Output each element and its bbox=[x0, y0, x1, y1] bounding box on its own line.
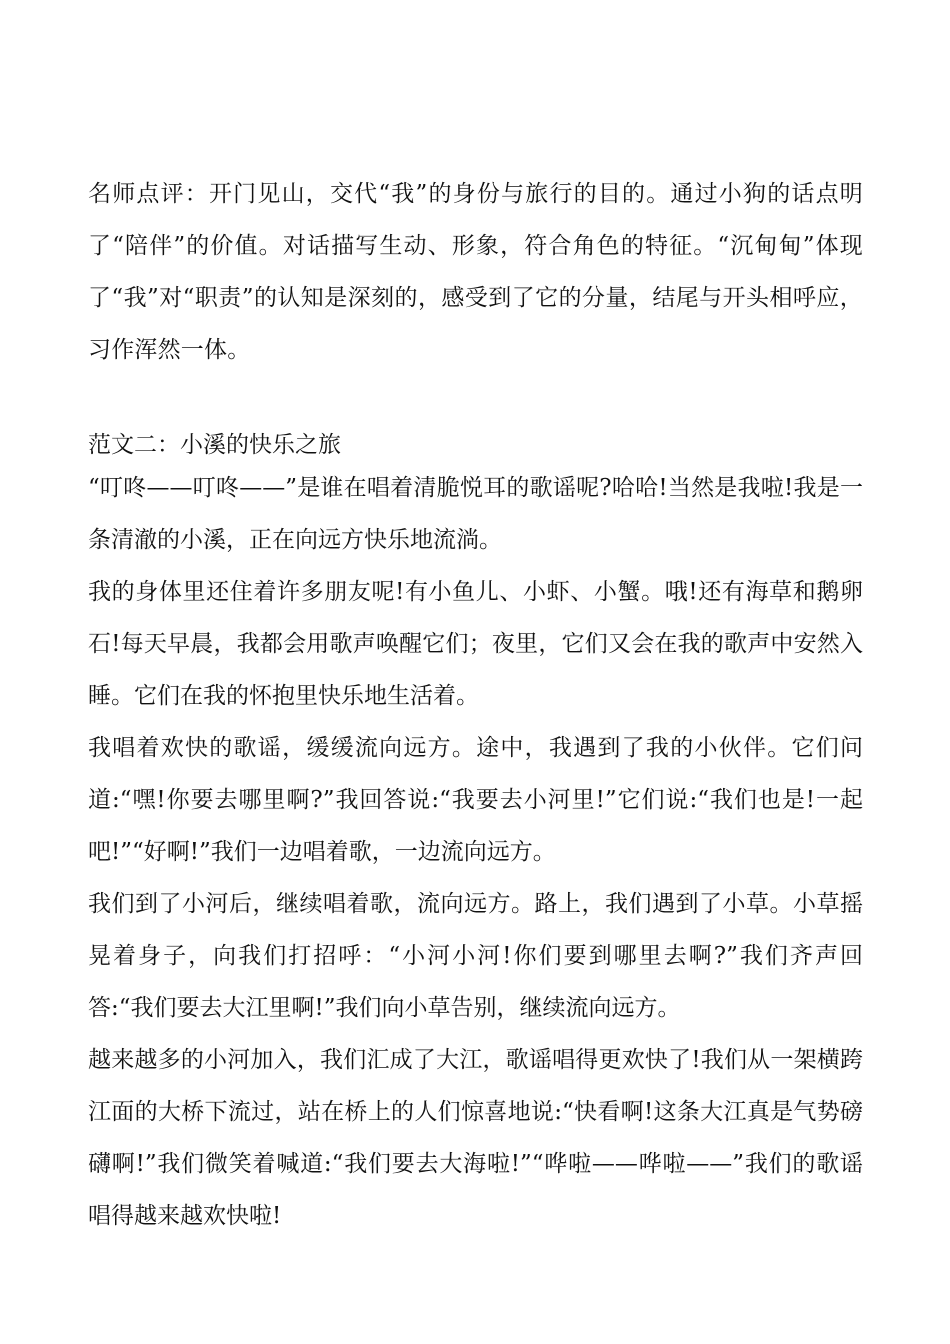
essay-paragraph-5: 越来越多的小河加入，我们汇成了大江，歌谣唱得更欢快了!我们从一架横跨江面的大桥下流过，站在桥上的人们惊喜地说:“快看啊!这条大江真是气势磅礴啊!”我们微笑着喊道:“我们要去大海啦!”“哗啦——哗啦——”我们的歌谣唱得越来越欢快啦! bbox=[88, 1047, 863, 1229]
document-page bbox=[88, 168, 863, 1242]
essay-paragraph-1: “叮咚——叮咚——”是谁在唱着清脆悦耳的歌谣呢?哈哈!当然是我啦!我是一条清澈的小溪，正在向远方快乐地流淌。 bbox=[88, 475, 863, 553]
section-gap bbox=[88, 376, 863, 398]
teacher-commentary: 名师点评：开门见山，交代“我”的身份与旅行的目的。通过小狗的话点明了“陪伴”的价值。对话描写生动、形象，符合角色的特征。“沉甸甸”体现了“我”对“职责”的认知是深刻的，感受到了它的分量，结尾与开头相呼应，习作浑然一体。 bbox=[88, 181, 863, 363]
essay-paragraph-3: 我唱着欢快的歌谣，缓缓流向远方。途中，我遇到了我的小伙伴。它们问道:“嘿!你要去哪里啊?”我回答说:“我要去小河里!”它们说:“我们也是!一起吧!”“好啊!”我们一边唱着歌，一边流向远方。 bbox=[88, 735, 863, 865]
essay-paragraph-2: 我的身体里还住着许多朋友呢!有小鱼儿、小虾、小蟹。哦!还有海草和鹅卵石!每天早晨，我都会用歌声唤醒它们；夜里，它们又会在我的歌声中安然入睡。它们在我的怀抱里快乐地生活着。 bbox=[88, 579, 863, 709]
essay-title: 范文二：小溪的快乐之旅 bbox=[88, 432, 341, 458]
essay-paragraph-4: 我们到了小河后，继续唱着歌，流向远方。路上，我们遇到了小草。小草摇晃着身子，向我们打招呼：“小河小河!你们要到哪里去啊?”我们齐声回答:“我们要去大江里啊!”我们向小草告别，继续流向远方。 bbox=[88, 891, 863, 1021]
